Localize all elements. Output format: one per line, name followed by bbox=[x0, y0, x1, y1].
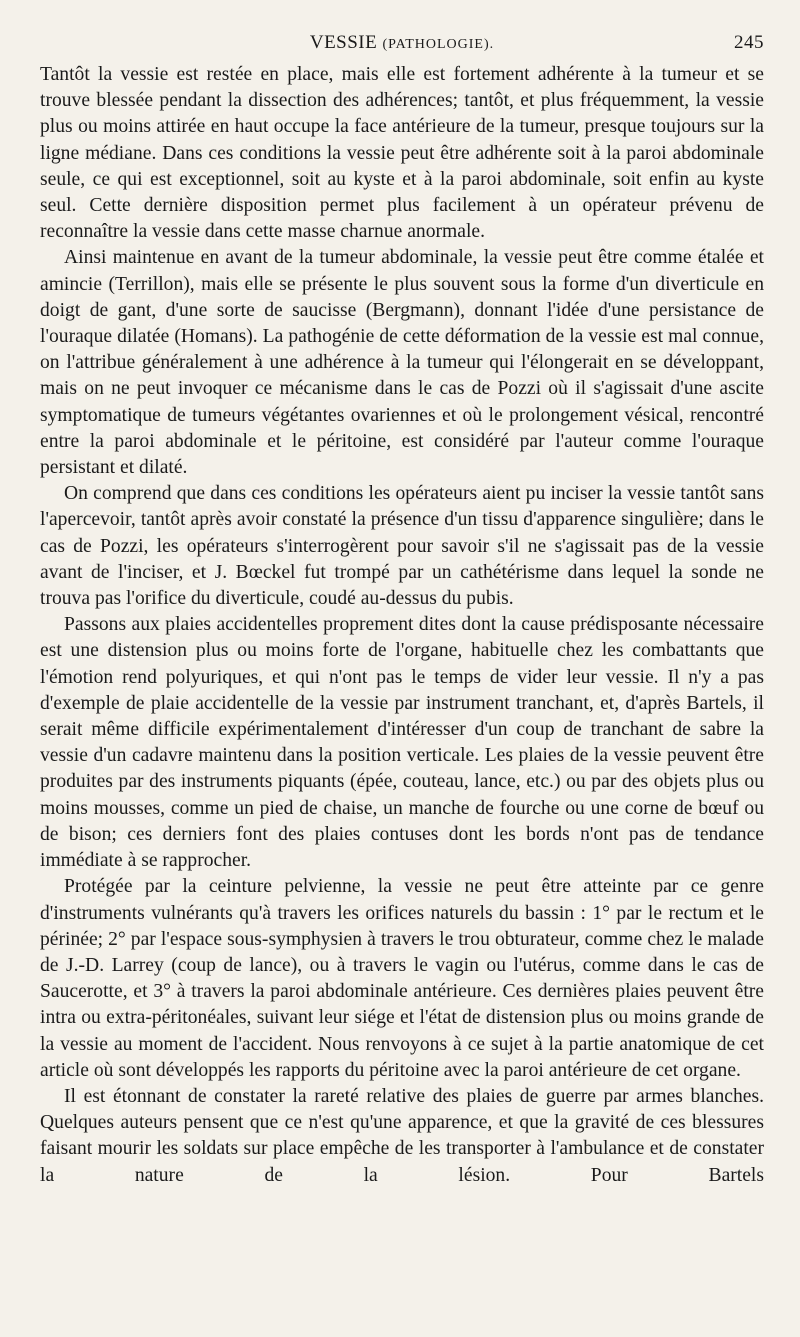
running-title-sub: (PATHOLOGIE). bbox=[382, 37, 495, 52]
paragraph-4: Passons aux plaies accidentelles proprement dites dont la cause prédisposante nécessaire est une distension plus ou moins forte de l'organe, habituelle chez les combattants que l'émotion rend polyuriques, et qui n'ont pas le temps de vider leur vessie. Il n'y a pas d'exemple de plaie accidentelle de la vessie par instrument tranchant, et, d'après Bartels, il serait même difficile expérimentalement d'intéresser d'un coup de tranchant de sabre la vessie d'un cadavre maintenu dans la position verticale. Les plaies de la vessie peuvent être produites par des instruments piquants (épée, couteau, lance, etc.) ou par des objets plus ou moins mousses, comme un pied de chaise, un manche de fourche ou une corne de bœuf ou de bison; ces derniers font des plaies contuses dont les bords n'ont pas de tendance immédiate à se rapprocher. bbox=[40, 614, 764, 872]
body-text bbox=[40, 62, 764, 1189]
running-title bbox=[40, 32, 764, 54]
paragraph-6: Il est étonnant de constater la rareté relative des plaies de guerre par armes blanches. Quelques auteurs pensent que ce n'est qu'une apparence, et que la gravité de ces blessures faisant mourir les soldats sur place empêche de les transporter à l'ambulance et de constater la nature de la lésion. Pour Bartels bbox=[40, 1085, 764, 1186]
page-number: 245 bbox=[734, 32, 764, 53]
running-title-main: VESSIE bbox=[309, 32, 378, 53]
paragraph-1: Tantôt la vessie est restée en place, mais elle est fortement adhérente à la tumeur et se trouve blessée pendant la dissection des adhérences; tantôt, et plus fréquemment, la vessie plus ou moins attirée en haut occupe la face antérieure de la tumeur, presque toujours sur la ligne médiane. Dans ces conditions la vessie peut être adhérente soit à la paroi abdominale seule, ce qui est exceptionnel, soit au kyste et à la paroi abdominale, soit enfin au kyste seul. Cette dernière disposition permet plus facilement à un opérateur prévenu de reconnaître la vessie dans cette masse charnue anormale. bbox=[40, 64, 764, 243]
paragraph-3: On comprend que dans ces conditions les opérateurs aient pu inciser la vessie tantôt sans l'apercevoir, tantôt après avoir constaté la présence d'un tissu d'apparence singulière; dans le cas de Pozzi, les opérateurs s'interrogèrent pour savoir s'il ne s'agissait pas de la vessie avant de l'inciser, et J. Bœckel fut trompé par un cathétérisme dans lequel la sonde ne trouva pas l'orifice du diverticule, coudé au-dessus du pubis. bbox=[40, 483, 764, 610]
paragraph-5: Protégée par la ceinture pelvienne, la vessie ne peut être atteinte par ce genre d'instruments vulnérants qu'à travers les orifices naturels du bassin : 1° par le rectum et le périnée; 2° par l'espace sous-symphysien à travers le trou obturateur, comme chez le malade de J.-D. Larrey (coup de lance), ou à travers le vagin ou l'utérus, comme dans le cas de Saucerotte, et 3° à travers la paroi abdominale antérieure. Ces dernières plaies peuvent être intra ou extra-péritonéales, suivant leur siége et l'état de distension plus ou moins grande de la vessie au moment de l'accident. Nous renvoyons à ce sujet à la partie anatomique de cet article où sont développés les rapports du péritoine avec la paroi antérieure de cet organe. bbox=[40, 876, 764, 1081]
running-head bbox=[40, 28, 764, 62]
paragraph-2: Ainsi maintenue en avant de la tumeur abdominale, la vessie peut être comme étalée et amincie (Terrillon), mais elle se présente le plus souvent sous la forme d'un diverticule en doigt de gant, d'une sorte de saucisse (Bergmann), donnant l'idée d'une persistance de l'ouraque dilatée (Homans). La pathogénie de cette déformation de la vessie est mal connue, on l'attribue généralement à une adhérence à la tumeur qui l'élongerait en se développant, mais on ne peut invoquer ce mécanisme dans le cas de Pozzi où il s'agissait d'une ascite symptomatique de tumeurs végétantes ovariennes et où le prolongement vésical, rencontré entre la paroi abdominale et le péritoine, est considéré par l'auteur comme l'ouraque persistant et dilaté. bbox=[40, 247, 764, 479]
